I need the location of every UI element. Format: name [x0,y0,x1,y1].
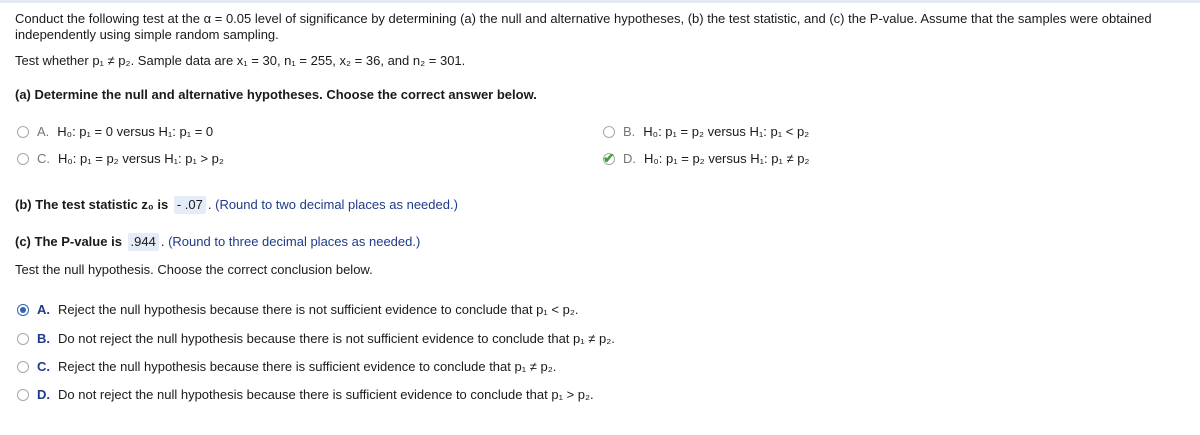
option-text: Do not reject the null hypothesis because there is sufficient evidence to conclude that p₁ > p₂. [58,387,594,402]
conclusion-option-a[interactable] [17,302,579,318]
test-statistic-answer-field[interactable]: - .07 [174,196,206,214]
conclusion-option-b[interactable] [17,331,615,347]
part-a-prompt: (a) Determine the null and alternative hypotheses. Choose the correct answer below. [15,87,537,102]
option-letter: C. [37,151,50,166]
part-c-hint: (Round to three decimal places as needed.) [168,234,421,249]
checkmark-icon: ✔ [603,150,615,166]
radio-button-selected[interactable] [17,304,29,316]
radio-button[interactable] [17,389,29,401]
option-text: H₀: p₁ = p₂ versus H₁: p₁ > p₂ [58,151,224,166]
part-b-line: (b) The test statistic z₀ is - .07 . (Round to two decimal places as needed.) [15,197,458,212]
part-a-option-a[interactable] [17,124,213,140]
test-statement: Test whether p₁ ≠ p₂. Sample data are x₁ = 30, n₁ = 255, x₂ = 36, and n₂ = 301. [15,53,466,68]
radio-button[interactable] [17,333,29,345]
option-text: Reject the null hypothesis because there is sufficient evidence to conclude that p₁ ≠ p₂. [58,359,557,374]
radio-button[interactable] [17,361,29,373]
option-text: Do not reject the null hypothesis because there is not sufficient evidence to conclude that p₁ ≠ p₂. [58,331,615,346]
option-letter: C. [37,359,50,374]
p-value-answer-field[interactable]: .944 [128,233,159,251]
part-b-hint: (Round to two decimal places as needed.) [215,197,458,212]
option-letter: B. [37,331,50,346]
option-letter: D. [37,387,50,402]
option-text: H₀: p₁ = p₂ versus H₁: p₁ ≠ p₂ [644,151,810,166]
part-a-option-d[interactable] [603,151,809,167]
option-letter: A. [37,302,50,317]
conclusion-option-d[interactable] [17,387,594,403]
top-divider [0,0,1200,3]
part-a-option-b[interactable] [603,124,809,140]
radio-button[interactable] [17,153,29,165]
option-text: H₀: p₁ = p₂ versus H₁: p₁ < p₂ [643,124,810,139]
conclusion-option-c[interactable] [17,359,556,375]
radio-button[interactable] [17,126,29,138]
option-text: Reject the null hypothesis because there is not sufficient evidence to conclude that p₁ < p₂. [58,302,579,317]
part-c-line: (c) The P-value is .944 . (Round to three decimal places as needed.) [15,234,421,249]
part-c-prompt: (c) The P-value is [15,234,122,249]
part-a-option-c[interactable] [17,151,224,167]
option-letter: A. [37,124,50,139]
option-letter: D. [623,151,636,166]
part-b-prompt: (b) The test statistic z₀ is [15,197,169,212]
option-text: H₀: p₁ = 0 versus H₁: p₁ = 0 [57,124,214,139]
conclusion-prompt: Test the null hypothesis. Choose the correct conclusion below. [15,262,373,277]
radio-button[interactable] [603,150,615,166]
radio-button[interactable] [603,126,615,138]
option-letter: B. [623,124,636,139]
question-intro: Conduct the following test at the α = 0.05 level of significance by determining (a) the null and alternative hypotheses, (b) the test statistic, and (c) the P-value. Assume that the samples were obtained independently using simple random sampling. [15,11,1152,42]
